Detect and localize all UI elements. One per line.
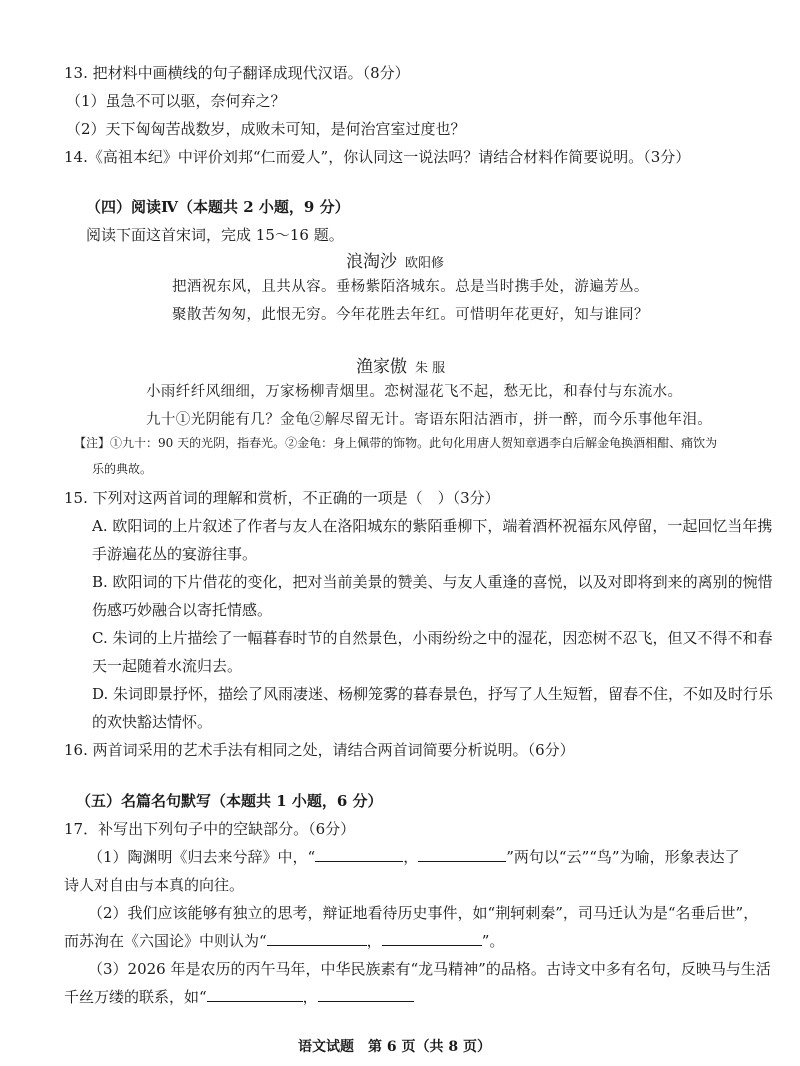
section-4-instruction: 阅读下面这首宋词，完成 15～16 题。 [86,226,344,244]
q17-part-3-lead: 千丝万缕的联系，如“ [64,988,207,1006]
poem-1-title [346,247,444,272]
q13-sentence-1: （1）虽急不可以驱，奈何弃之？ [66,92,286,110]
q17-part-1-separator: ， [403,848,419,866]
poem-2-line-2: 九十①光阴能有几？金龟②解尽留无计。寄语东阳沽酒市，拼一醉，而今乐事他年泪。 [146,412,713,428]
q17-part-3: （3）2026 年是农历的丙午马年，中华民族素有“龙马精神”的品格。古诗文中多有名句，反映马与生活 [88,960,771,978]
q15-option-b-line-1: B. 欧阳词的下片借花的变化，把对当前美景的赞美、与友人重逢的喜悦，以及对即将到来的离别的惋惜 [92,573,773,591]
q17-blank-1[interactable] [315,847,403,862]
q17-part-2: （2）我们应该能够有独立的思考，辩证地看待历史事件，如“荆轲刺秦”，司马迁认为是“名垂后世”， [88,904,759,922]
q17-part-2-continued [64,930,504,951]
q15-option-a-line-1: A. 欧阳词的上片叙述了作者与友人在洛阳城东的紫陌垂柳下，端着酒杯祝福东风停留，一起回忆当年携 [92,517,773,535]
section-4-heading: （四）阅读Ⅳ（本题共 2 小题，9 分） [86,198,350,216]
page-footer: 语文试题 第 6 页（共 8 页） [298,1039,491,1055]
q17-blank-6[interactable] [318,987,414,1002]
poem-2-name: 渔家傲 [356,357,407,377]
q17-blank-5[interactable] [207,987,303,1002]
q15-option-c-line-2: 天一起随着水流归去。 [92,657,243,675]
q13-sentence-2: （2）天下匈匈苦战数岁，成败未可知，是何治宫室过度也？ [66,120,466,138]
q15-option-c-line-1: C. 朱词的上片描绘了一幅暮春时节的自然景色，小雨纷纷之中的湿花，因恋树不忍飞，但又不得不和春 [92,629,773,647]
poem-2-title [356,352,445,377]
q17-part-1-tail: ”两句以“云”“鸟”为喻，形象表达了 [506,848,740,866]
q17-part-3-continued [64,986,414,1007]
q15-title: 15. 下列对这两首词的理解和赏析，不正确的一项是（ ）（3分） [64,489,500,507]
q17-blank-4[interactable] [382,931,482,946]
poem-2-author: 朱 服 [415,361,446,376]
q17-blank-2[interactable] [418,847,506,862]
q15-option-d-line-2: 的欢快豁达情怀。 [92,713,213,731]
poem-1-author: 欧阳修 [405,256,445,271]
poem-1-line-1: 把酒祝东风，且共从容。垂杨紫陌洛城东。总是当时携手处，游遍芳丛。 [172,279,649,295]
q15-option-d-line-1: D. 朱词即景抒怀，描绘了风雨凄迷、杨柳笼雾的暮春景色，抒写了人生短暂，留春不住，不如及时行乐 [92,685,774,703]
q17-part-2-separator: ， [366,932,382,950]
q17-part-2-end: ”。 [481,932,505,950]
q16-title: 16. 两首词采用的艺术手法有相同之处，请结合两首词简要分析说明。（6分） [64,741,575,759]
poem-1-line-2: 聚散苦匆匆，此恨无穷。今年花胜去年红。可惜明年花更好，知与谁同？ [172,307,649,323]
poem-1-name: 浪淘沙 [346,252,397,272]
q17-part-3-separator: ， [302,988,318,1006]
q17-part-1-continued: 诗人对自由与本真的向往。 [64,876,245,894]
q17-blank-3[interactable] [267,931,367,946]
q17-title: 17．补写出下列句子中的空缺部分。（6分） [64,820,356,838]
q13-title: 13. 把材料中画横线的句子翻译成现代汉语。（8分） [64,64,410,82]
note-line-2: 乐的典故。 [92,462,153,476]
q15-option-a-line-2: 手游遍花丛的宴游往事。 [92,545,258,563]
q14-title: 14.《高祖本纪》中评价刘邦“仁而爱人”，你认同这一说法吗？请结合材料作简要说明。（3分） [64,148,691,166]
section-5-heading: （五）名篇名句默写（本题共 1 小题，6 分） [76,792,383,810]
poem-2-line-1: 小雨纤纤风细细，万家杨柳青烟里。恋树湿花飞不起，愁无比，和春付与东流水。 [146,384,683,400]
q17-part-1 [88,846,740,867]
q15-option-b-line-2: 伤感巧妙融合以寄托情感。 [92,601,273,619]
note-line-1: 【注】①九十：90 天的光阴，指春光。②金龟：身上佩带的饰物。此句化用唐人贺知章遇李白后解金龟换酒相酣、痛饮为 [74,436,718,450]
q17-part-1-lead: （1）陶渊明《归去来兮辞》中，“ [88,848,316,866]
q17-part-2-lead: 而苏洵在《六国论》中则认为“ [64,932,267,950]
